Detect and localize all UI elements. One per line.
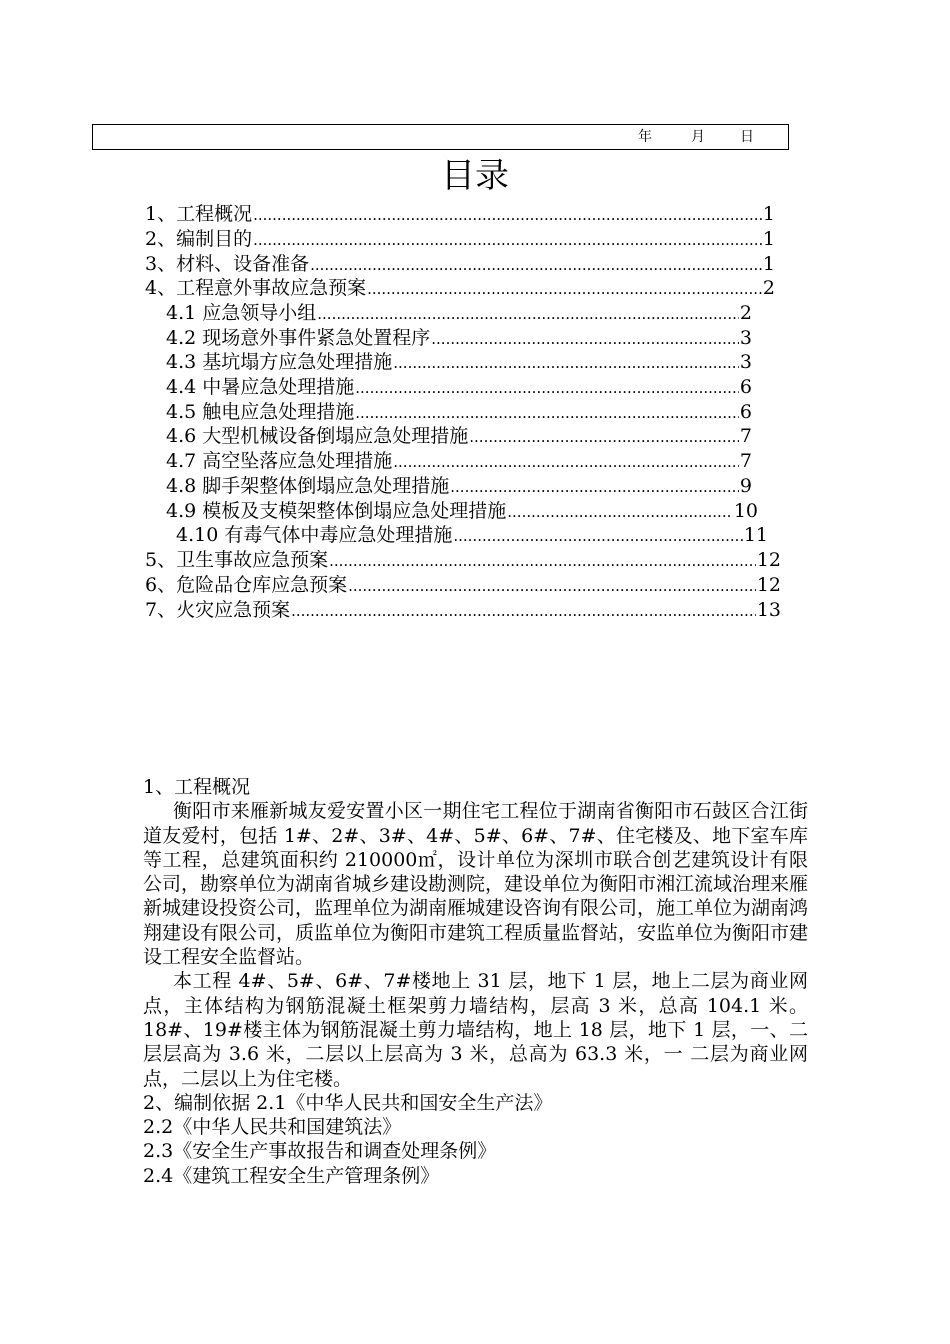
toc-leader [431, 327, 739, 351]
date-header-box [92, 124, 789, 150]
toc-leader [348, 574, 756, 598]
toc-entry-page: 7 [739, 450, 752, 472]
toc-entry-page: 12 [756, 574, 781, 596]
toc-leader [329, 549, 756, 573]
toc-entry-title: 4、工程意外事故应急预案 [145, 277, 367, 299]
toc-entry-title: 1、工程概况 [145, 203, 253, 225]
toc-entry-page: 1 [762, 253, 775, 275]
toc-leader [450, 475, 739, 499]
toc-entry[interactable] [145, 598, 781, 622]
toc-leader [469, 425, 739, 449]
toc-entry[interactable] [145, 202, 775, 226]
toc-entry-page: 6 [739, 401, 752, 423]
toc-entry-title: 4.4 中暑应急处理措施 [166, 376, 355, 398]
toc-entry-page: 2 [762, 277, 775, 299]
toc-entry-page: 2 [739, 302, 752, 324]
toc-entry[interactable] [166, 350, 752, 374]
toc-leader [253, 228, 762, 252]
toc-entry-title: 4.9 模板及支模架整体倒塌应急处理措施 [166, 500, 507, 522]
toc-entry-title: 4.6 大型机械设备倒塌应急处理措施 [166, 425, 469, 447]
basis-item: 2.3《安全生产事故报告和调查处理条例》 [143, 1140, 497, 1163]
toc-entry[interactable] [166, 400, 752, 424]
year-label: 年 [638, 129, 652, 145]
section-heading: 1、工程概况 [143, 776, 251, 798]
toc-entry-page: 7 [739, 425, 752, 447]
toc-entry[interactable] [166, 474, 752, 498]
toc-leader [393, 450, 739, 474]
toc-entry[interactable] [166, 424, 752, 448]
toc-leader [253, 203, 762, 227]
toc-entry[interactable] [166, 326, 752, 350]
toc-entry-title: 4.3 基坑塌方应急处理措施 [166, 351, 393, 373]
page-title: 目录 [441, 156, 509, 196]
toc-entry[interactable] [145, 227, 775, 251]
toc-entry[interactable] [145, 252, 775, 276]
toc-leader [393, 351, 739, 375]
toc-entry-page: 10 [733, 500, 758, 522]
toc-entry[interactable] [176, 523, 768, 547]
toc-leader [507, 500, 733, 524]
toc-entry-title: 3、材料、设备准备 [145, 253, 310, 275]
toc-entry-title: 4.7 高空坠落应急处理措施 [166, 450, 393, 472]
toc-entry-page: 3 [739, 327, 752, 349]
toc-entry[interactable] [166, 449, 752, 473]
document-body [143, 775, 808, 1188]
day-label: 日 [740, 129, 754, 145]
toc-entry[interactable] [166, 499, 758, 523]
toc-entry-title: 6、危险品仓库应急预案 [145, 574, 348, 596]
toc-entry-title: 4.2 现场意外事件紧急处置程序 [166, 327, 431, 349]
toc-entry-page: 1 [762, 203, 775, 225]
toc-entry-page: 11 [743, 524, 768, 546]
toc-entry-page: 6 [739, 376, 752, 398]
toc-leader [355, 401, 739, 425]
toc-leader [291, 599, 756, 623]
toc-entry[interactable] [145, 276, 775, 300]
toc-entry-title: 5、卫生事故应急预案 [145, 549, 329, 571]
month-label: 月 [691, 129, 705, 145]
toc-entry-title: 4.1 应急领导小组 [166, 302, 317, 324]
toc-leader [317, 302, 739, 326]
paragraph: 本工程 4#、5#、6#、7#楼地上 31 层，地下 1 层，地上二层为商业网点，主体结构为钢筋混凝土框架剪力墙结构，层高 3 米，总高 104.1 米。18#、19#楼主体为钢筋混凝土剪力墙结构，地上 18 层，地下 1 层，一、二层层高为 3.6 米，二层以上层高为 3 米，总高为 63.3 米，一 二层为商业网点，二层以上为住宅楼。 [143, 970, 808, 1090]
basis-item: 2.4《建筑工程安全生产管理条例》 [143, 1164, 440, 1187]
toc-entry-page: 12 [756, 549, 781, 571]
toc-leader [453, 524, 742, 548]
toc-entry[interactable] [145, 548, 781, 572]
toc-entry-page: 9 [739, 475, 752, 497]
toc-entry-page: 3 [739, 351, 752, 373]
toc-entry-title: 2、编制目的 [145, 228, 253, 250]
basis-heading: 2、编制依据 2.1《中华人民共和国安全生产法》 [143, 1091, 553, 1114]
toc-entry-title: 4.5 触电应急处理措施 [166, 401, 355, 423]
toc-entry-title: 7、火灾应急预案 [145, 599, 291, 621]
toc-leader [310, 253, 762, 277]
toc-entry-page: 13 [756, 599, 781, 621]
paragraph: 衡阳市来雁新城友爱安置小区一期住宅工程位于湖南省衡阳市石鼓区合江街道友爱村，包括 1#、2#、3#、4#、5#、6#、7#、住宅楼及、地下室车库等工程，总建筑面积约 210000㎡，设计单位为深圳市联合创艺建筑设计有限公司，勘察单位为湖南省城乡建设勘测院，建设单位为衡阳市湘江流域治理来雁新城建设投资公司，监理单位为湖南雁城建设咨询有限公司，施工单位为湖南鸿翔建设有限公司，质监单位为衡阳市建筑工程质量监督站，安监单位为衡阳市建设工程安全监督站。 [143, 800, 809, 969]
toc-entry-title: 4.8 脚手架整体倒塌应急处理措施 [166, 475, 450, 497]
toc-entry[interactable] [166, 301, 752, 325]
toc-leader [355, 376, 739, 400]
toc-entry-title: 4.10 有毒气体中毒应急处理措施 [176, 524, 453, 546]
toc-leader [367, 277, 762, 301]
toc-entry[interactable] [166, 375, 752, 399]
toc-entry-page: 1 [762, 228, 775, 250]
basis-item: 2.2《中华人民共和国建筑法》 [143, 1116, 402, 1139]
toc-entry[interactable] [145, 573, 781, 597]
